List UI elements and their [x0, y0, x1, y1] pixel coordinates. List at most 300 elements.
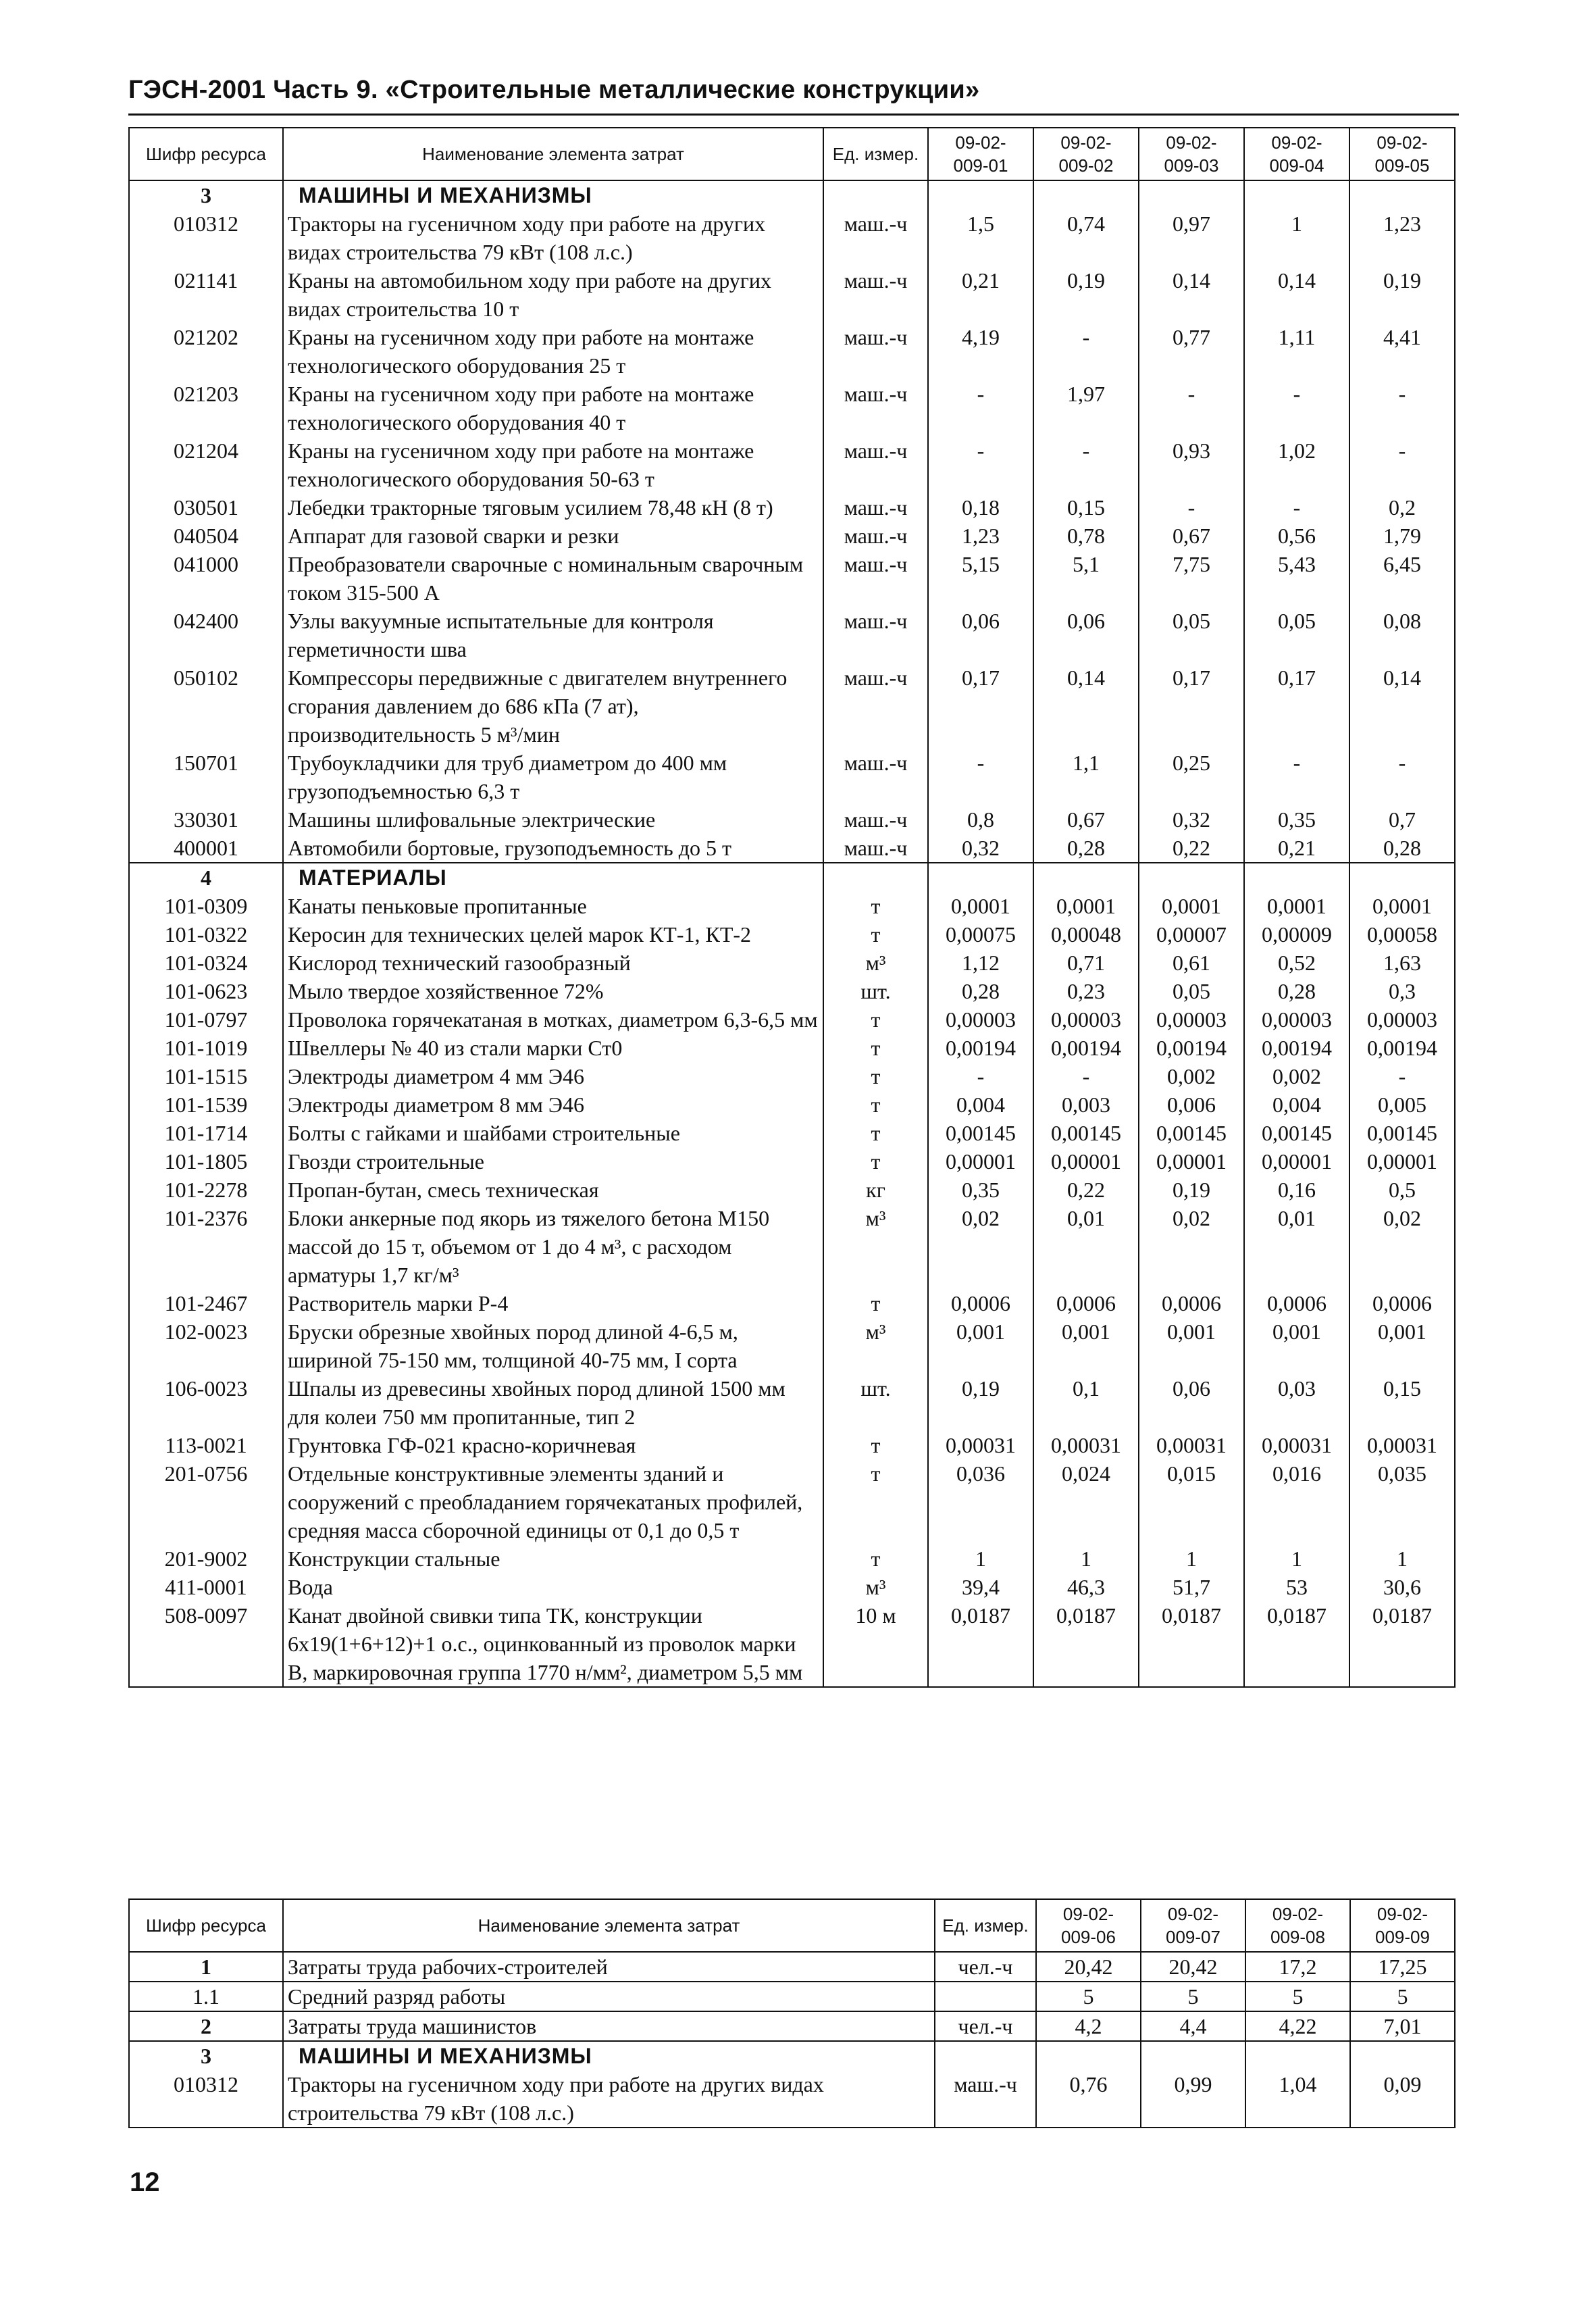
norm-value: [1036, 2041, 1141, 2070]
resource-unit: м³: [823, 1573, 928, 1601]
norm-value: 0,00031: [1244, 1431, 1349, 1459]
resource-code: 040504: [129, 522, 283, 550]
norm-value: 0,00001: [1033, 1147, 1139, 1176]
resource-unit: [935, 1982, 1036, 2011]
table-row: [129, 663, 1455, 749]
norm-value: 0,05: [1139, 607, 1244, 663]
resource-name: Машины шлифовальные электрические: [283, 805, 823, 834]
norm-value: 0,004: [1244, 1090, 1349, 1119]
resource-code: 101-0322: [129, 920, 283, 949]
col-header-name: Наименование элемента затрат: [283, 128, 823, 180]
norm-value: 0,004: [928, 1090, 1033, 1119]
resource-unit: кг: [823, 1176, 928, 1204]
norm-value: 0,19: [1349, 266, 1455, 323]
norm-value: 0,0006: [928, 1289, 1033, 1317]
table-row: [129, 1317, 1455, 1374]
resource-name: Пропан-бутан, смесь техническая: [283, 1176, 823, 1204]
norm-value: 0,00145: [928, 1119, 1033, 1147]
resource-unit: чел.-ч: [935, 1952, 1036, 1982]
norm-value: -: [1349, 749, 1455, 805]
norm-value: 0,005: [1349, 1090, 1455, 1119]
norm-value: 0,00001: [1139, 1147, 1244, 1176]
resource-code: 101-0623: [129, 977, 283, 1005]
section-title: МАТЕРИАЛЫ: [283, 863, 823, 892]
table-row: [129, 749, 1455, 805]
norm-value: 0,0001: [928, 892, 1033, 920]
norm-value: 0,0006: [1139, 1289, 1244, 1317]
norm-value: 0,19: [928, 1374, 1033, 1431]
norm-value: 53: [1244, 1573, 1349, 1601]
norm-value: 0,32: [928, 834, 1033, 863]
norm-value: 0,01: [1244, 1204, 1349, 1289]
resource-code: 101-1515: [129, 1062, 283, 1090]
norm-value: -: [1349, 1062, 1455, 1090]
resource-code: 101-1019: [129, 1034, 283, 1062]
norm-value: 0,0001: [1244, 892, 1349, 920]
resource-code: 106-0023: [129, 1374, 283, 1431]
table-row: [129, 380, 1455, 436]
resource-unit: т: [823, 1090, 928, 1119]
resource-unit: т: [823, 1459, 928, 1544]
col-header-09-02-009-05: 09-02- 009-05: [1349, 128, 1455, 180]
resource-unit: т: [823, 1034, 928, 1062]
resource-name: Керосин для технических целей марок КТ-1, КТ-2: [283, 920, 823, 949]
norm-value: 0,0187: [1244, 1601, 1349, 1687]
norm-value: 0,18: [928, 493, 1033, 522]
norm-value: 0,016: [1244, 1459, 1349, 1544]
table-row: [129, 1147, 1455, 1176]
table-row: [129, 834, 1455, 863]
norm-value: 20,42: [1141, 1952, 1245, 1982]
resource-code: 101-2376: [129, 1204, 283, 1289]
resource-table-2: [128, 1898, 1456, 2128]
empty-cell: [1139, 180, 1244, 209]
norm-value: 0,14: [1033, 663, 1139, 749]
resource-name: МАШИНЫ И МЕХАНИЗМЫ: [283, 2041, 935, 2070]
resource-code: 101-1805: [129, 1147, 283, 1176]
empty-cell: [1033, 180, 1139, 209]
norm-value: 0,001: [1033, 1317, 1139, 1374]
resource-code: 041000: [129, 550, 283, 607]
norm-value: 0,25: [1139, 749, 1244, 805]
empty-cell: [928, 863, 1033, 892]
norm-value: 39,4: [928, 1573, 1033, 1601]
resource-name: Узлы вакуумные испытательные для контроля герметичности шва: [283, 607, 823, 663]
col-header-09-02-009-02: 09-02- 009-02: [1033, 128, 1139, 180]
norm-value: 0,28: [928, 977, 1033, 1005]
norm-value: 0,14: [1139, 266, 1244, 323]
norm-value: 4,4: [1141, 2011, 1245, 2041]
norm-value: 0,02: [1349, 1204, 1455, 1289]
resource-unit: маш.-ч: [823, 323, 928, 380]
norm-value: 46,3: [1033, 1573, 1139, 1601]
norm-value: 1,02: [1244, 436, 1349, 493]
norm-value: 0,32: [1139, 805, 1244, 834]
resource-unit: маш.-ч: [823, 493, 928, 522]
norm-value: 0,00003: [1244, 1005, 1349, 1034]
norm-value: 0,00145: [1139, 1119, 1244, 1147]
table-row: [129, 1005, 1455, 1034]
resource-unit: маш.-ч: [823, 436, 928, 493]
table-row: [129, 522, 1455, 550]
norm-value: 0,0001: [1349, 892, 1455, 920]
norm-value: 0,036: [928, 1459, 1033, 1544]
table-2-header-row: [129, 1899, 1455, 1952]
table-1-body: [129, 180, 1455, 1687]
norm-value: -: [1244, 493, 1349, 522]
norm-value: 0,0187: [1139, 1601, 1244, 1687]
table-row: [129, 323, 1455, 380]
resource-code: 1: [129, 1952, 283, 1982]
norm-value: 0,23: [1033, 977, 1139, 1005]
empty-cell: [823, 863, 928, 892]
table-row: [129, 949, 1455, 977]
norm-value: 0,21: [1244, 834, 1349, 863]
table-row: [129, 1431, 1455, 1459]
norm-value: 0,15: [1349, 1374, 1455, 1431]
resource-name: Мыло твердое хозяйственное 72%: [283, 977, 823, 1005]
norm-value: 0,0187: [1033, 1601, 1139, 1687]
resource-unit: м³: [823, 1317, 928, 1374]
norm-value: -: [1244, 749, 1349, 805]
norm-value: 0,16: [1244, 1176, 1349, 1204]
norm-value: 0,0006: [1349, 1289, 1455, 1317]
norm-value: 0,02: [1139, 1204, 1244, 1289]
table-row: [129, 1459, 1455, 1544]
norm-value: 0,17: [1139, 663, 1244, 749]
resource-name: Шпалы из древесины хвойных пород длиной 1500 мм для колеи 750 мм пропитанные, тип 2: [283, 1374, 823, 1431]
empty-cell: [1349, 180, 1455, 209]
resource-code: 2: [129, 2011, 283, 2041]
section-number: 3: [129, 180, 283, 209]
norm-value: 0,00194: [1139, 1034, 1244, 1062]
table-row: [129, 1952, 1455, 1982]
norm-value: 0,00031: [1033, 1431, 1139, 1459]
resource-name: Преобразователи сварочные с номинальным сварочным током 315-500 А: [283, 550, 823, 607]
norm-value: 0,19: [1033, 266, 1139, 323]
resource-code: 3: [129, 2041, 283, 2070]
col-header-name: Наименование элемента затрат: [283, 1899, 935, 1952]
col-header-unit: Ед. измер.: [823, 128, 928, 180]
resource-name: Электроды диаметром 4 мм Э46: [283, 1062, 823, 1090]
resource-name: Растворитель марки Р-4: [283, 1289, 823, 1317]
col-header-09-02-009-09: 09-02- 009-09: [1350, 1899, 1455, 1952]
resource-name: Средний разряд работы: [283, 1982, 935, 2011]
norm-value: -: [928, 380, 1033, 436]
resource-unit: т: [823, 1431, 928, 1459]
norm-value: 1,23: [1349, 209, 1455, 266]
norm-value: 1: [1244, 1544, 1349, 1573]
resource-name: Гвозди строительные: [283, 1147, 823, 1176]
resource-code: 330301: [129, 805, 283, 834]
norm-value: 0,17: [928, 663, 1033, 749]
resource-name: Болты с гайками и шайбами строительные: [283, 1119, 823, 1147]
resource-name: Тракторы на гусеничном ходу при работе на других видах строительства 79 кВт (108 л.с.): [283, 209, 823, 266]
norm-value: -: [1139, 380, 1244, 436]
resource-code: 021204: [129, 436, 283, 493]
norm-value: 0,00001: [928, 1147, 1033, 1176]
resource-code: 411-0001: [129, 1573, 283, 1601]
resource-name: Бруски обрезные хвойных пород длиной 4-6,5 м, шириной 75-150 мм, толщиной 40-75 мм, I сорта: [283, 1317, 823, 1374]
norm-value: 0,21: [928, 266, 1033, 323]
resource-unit: маш.-ч: [823, 209, 928, 266]
resource-code: 010312: [129, 209, 283, 266]
table-row: [129, 1176, 1455, 1204]
norm-value: 0,1: [1033, 1374, 1139, 1431]
resource-code: 021203: [129, 380, 283, 436]
norm-value: 20,42: [1036, 1952, 1141, 1982]
norm-value: -: [1033, 1062, 1139, 1090]
norm-value: 0,19: [1139, 1176, 1244, 1204]
norm-value: 0,00075: [928, 920, 1033, 949]
norm-value: 0,78: [1033, 522, 1139, 550]
resource-unit: 10 м: [823, 1601, 928, 1687]
norm-value: [1245, 2041, 1350, 2070]
norm-value: 0,28: [1033, 834, 1139, 863]
resource-unit: маш.-ч: [823, 805, 928, 834]
norm-value: 0,00031: [1139, 1431, 1244, 1459]
col-header-09-02-009-06: 09-02- 009-06: [1036, 1899, 1141, 1952]
norm-value: [1350, 2041, 1455, 2070]
table-row: [129, 493, 1455, 522]
norm-value: 0,01: [1033, 1204, 1139, 1289]
resource-code: 030501: [129, 493, 283, 522]
norm-value: 0,001: [1349, 1317, 1455, 1374]
norm-value: 1,23: [928, 522, 1033, 550]
norm-value: 1: [928, 1544, 1033, 1573]
norm-value: 0,015: [1139, 1459, 1244, 1544]
resource-code: 021202: [129, 323, 283, 380]
page-number: 12: [130, 2167, 160, 2197]
norm-value: 0,15: [1033, 493, 1139, 522]
resource-name: Кислород технический газообразный: [283, 949, 823, 977]
norm-value: 0,0006: [1033, 1289, 1139, 1317]
resource-unit: т: [823, 1544, 928, 1573]
norm-value: 0,001: [1139, 1317, 1244, 1374]
norm-value: 0,56: [1244, 522, 1349, 550]
norm-value: 1,04: [1245, 2070, 1350, 2128]
resource-unit: маш.-ч: [823, 550, 928, 607]
norm-value: 0,28: [1349, 834, 1455, 863]
empty-cell: [1033, 863, 1139, 892]
norm-value: 0,0001: [1033, 892, 1139, 920]
table-1-header-row: [129, 128, 1455, 180]
resource-unit: т: [823, 920, 928, 949]
norm-value: 0,0187: [928, 1601, 1033, 1687]
table-row: [129, 1119, 1455, 1147]
section-row: [129, 863, 1455, 892]
resource-code: 201-9002: [129, 1544, 283, 1573]
norm-value: 4,22: [1245, 2011, 1350, 2041]
norm-value: 0,024: [1033, 1459, 1139, 1544]
norm-value: 1,11: [1244, 323, 1349, 380]
norm-value: 0,67: [1139, 522, 1244, 550]
norm-value: 0,71: [1033, 949, 1139, 977]
resource-unit: шт.: [823, 1374, 928, 1431]
table-row: [129, 977, 1455, 1005]
resource-code: 101-0324: [129, 949, 283, 977]
resource-name: Краны на автомобильном ходу при работе на других видах строительства 10 т: [283, 266, 823, 323]
norm-value: -: [1033, 436, 1139, 493]
table-row: [129, 1289, 1455, 1317]
norm-value: -: [1349, 436, 1455, 493]
resource-code: 021141: [129, 266, 283, 323]
norm-value: 1,12: [928, 949, 1033, 977]
resource-unit: т: [823, 1119, 928, 1147]
resource-name: Компрессоры передвижные с двигателем внутреннего сгорания давлением до 686 кПа (7 ат), производительность 5 м³/мин: [283, 663, 823, 749]
resource-code: 201-0756: [129, 1459, 283, 1544]
norm-value: [1141, 2041, 1245, 2070]
norm-value: 1: [1244, 209, 1349, 266]
norm-value: -: [1033, 323, 1139, 380]
norm-value: -: [1139, 493, 1244, 522]
resource-table-1: [128, 127, 1456, 1688]
norm-value: 0,00003: [1139, 1005, 1244, 1034]
header-rule: [128, 114, 1459, 116]
norm-value: 1,5: [928, 209, 1033, 266]
norm-value: 0,00058: [1349, 920, 1455, 949]
norm-value: 0,17: [1244, 663, 1349, 749]
resource-unit: т: [823, 1005, 928, 1034]
resource-unit: маш.-ч: [823, 380, 928, 436]
resource-name: Краны на гусеничном ходу при работе на монтаже технологического оборудования 50-63 т: [283, 436, 823, 493]
norm-value: 0,001: [928, 1317, 1033, 1374]
norm-value: 0,00001: [1244, 1147, 1349, 1176]
table-row: [129, 892, 1455, 920]
norm-value: 0,52: [1244, 949, 1349, 977]
table-row: [129, 2011, 1455, 2041]
table-row: [129, 2070, 1455, 2128]
resource-unit: маш.-ч: [823, 522, 928, 550]
resource-name: Канат двойной свивки типа ТК, конструкции 6х19(1+6+12)+1 о.с., оцинкованный из проволок марки В, маркировочная группа 1770 н/мм², диаметром 5,5 мм: [283, 1601, 823, 1687]
table-row: [129, 1374, 1455, 1431]
norm-value: 0,05: [1244, 607, 1349, 663]
section-row: [129, 180, 1455, 209]
norm-value: 1: [1033, 1544, 1139, 1573]
norm-value: 1,79: [1349, 522, 1455, 550]
resource-name: Затраты труда рабочих-строителей: [283, 1952, 935, 1982]
table-row: [129, 209, 1455, 266]
table-row: [129, 1034, 1455, 1062]
norm-value: 0,5: [1349, 1176, 1455, 1204]
empty-cell: [1349, 863, 1455, 892]
norm-value: 0,003: [1033, 1090, 1139, 1119]
norm-value: 0,0001: [1139, 892, 1244, 920]
norm-value: 0,14: [1349, 663, 1455, 749]
norm-value: 0,06: [1033, 607, 1139, 663]
page-header: ГЭСН-2001 Часть 9. «Строительные металлические конструкции»: [128, 76, 980, 104]
resource-unit: маш.-ч: [935, 2070, 1036, 2128]
norm-value: 0,002: [1244, 1062, 1349, 1090]
resource-unit: маш.-ч: [823, 266, 928, 323]
norm-value: 5: [1245, 1982, 1350, 2011]
norm-value: 0,00194: [1033, 1034, 1139, 1062]
norm-value: 4,19: [928, 323, 1033, 380]
section-row: [129, 2041, 1455, 2070]
norm-value: 51,7: [1139, 1573, 1244, 1601]
resource-code: 042400: [129, 607, 283, 663]
norm-value: 17,2: [1245, 1952, 1350, 1982]
norm-value: 0,02: [928, 1204, 1033, 1289]
norm-value: 0,0187: [1349, 1601, 1455, 1687]
resource-code: 010312: [129, 2070, 283, 2128]
resource-unit: маш.-ч: [823, 834, 928, 863]
norm-value: 0,35: [928, 1176, 1033, 1204]
resource-unit: т: [823, 1062, 928, 1090]
resource-code: 101-1714: [129, 1119, 283, 1147]
resource-name: Конструкции стальные: [283, 1544, 823, 1573]
norm-value: 0,22: [1139, 834, 1244, 863]
norm-value: 0,8: [928, 805, 1033, 834]
table-row: [129, 1204, 1455, 1289]
resource-unit: маш.-ч: [823, 749, 928, 805]
norm-value: -: [928, 1062, 1033, 1090]
col-header-09-02-009-01: 09-02- 009-01: [928, 128, 1033, 180]
norm-value: 0,05: [1139, 977, 1244, 1005]
table-2-body: [129, 1952, 1455, 2128]
norm-value: 0,09: [1350, 2070, 1455, 2128]
norm-value: 30,6: [1349, 1573, 1455, 1601]
table-row: [129, 1601, 1455, 1687]
resource-unit: м³: [823, 1204, 928, 1289]
norm-value: 0,28: [1244, 977, 1349, 1005]
norm-value: 0,06: [1139, 1374, 1244, 1431]
resource-unit: маш.-ч: [823, 607, 928, 663]
col-header-unit: Ед. измер.: [935, 1899, 1036, 1952]
resource-name: Аппарат для газовой сварки и резки: [283, 522, 823, 550]
resource-name: Автомобили бортовые, грузоподъемность до 5 т: [283, 834, 823, 863]
resource-name: Тракторы на гусеничном ходу при работе на других видах строительства 79 кВт (108 л.с.): [283, 2070, 935, 2128]
resource-unit: м³: [823, 949, 928, 977]
section-number: 4: [129, 863, 283, 892]
resource-name: Лебедки тракторные тяговым усилием 78,48 кН (8 т): [283, 493, 823, 522]
resource-unit: шт.: [823, 977, 928, 1005]
norm-value: 0,00145: [1244, 1119, 1349, 1147]
table-row: [129, 436, 1455, 493]
resource-name: Краны на гусеничном ходу при работе на монтаже технологического оборудования 40 т: [283, 380, 823, 436]
norm-value: -: [1349, 380, 1455, 436]
norm-value: 0,001: [1244, 1317, 1349, 1374]
resource-code: 101-1539: [129, 1090, 283, 1119]
norm-value: 1: [1139, 1544, 1244, 1573]
norm-value: 0,7: [1349, 805, 1455, 834]
norm-value: 1,97: [1033, 380, 1139, 436]
resource-code: 101-0309: [129, 892, 283, 920]
norm-value: 0,08: [1349, 607, 1455, 663]
col-header-code: Шифр ресурса: [129, 128, 283, 180]
norm-value: 4,2: [1036, 2011, 1141, 2041]
norm-value: 0,97: [1139, 209, 1244, 266]
resource-unit: чел.-ч: [935, 2011, 1036, 2041]
norm-value: 0,00001: [1349, 1147, 1455, 1176]
norm-value: 0,03: [1244, 1374, 1349, 1431]
table-row: [129, 1573, 1455, 1601]
norm-value: 5,15: [928, 550, 1033, 607]
table-row: [129, 607, 1455, 663]
norm-value: -: [928, 749, 1033, 805]
norm-value: 7,75: [1139, 550, 1244, 607]
col-header-code: Шифр ресурса: [129, 1899, 283, 1952]
norm-value: 1,63: [1349, 949, 1455, 977]
resource-unit: маш.-ч: [823, 663, 928, 749]
norm-value: 0,00003: [928, 1005, 1033, 1034]
norm-value: 0,00048: [1033, 920, 1139, 949]
norm-value: 0,3: [1349, 977, 1455, 1005]
resource-name: Отдельные конструктивные элементы зданий и сооружений с преобладанием горячекатаных профилей, средняя масса сборочной единицы от 0,1 до 0,5 т: [283, 1459, 823, 1544]
norm-value: 0,00194: [928, 1034, 1033, 1062]
resource-code: 102-0023: [129, 1317, 283, 1374]
col-header-09-02-009-07: 09-02- 009-07: [1141, 1899, 1245, 1952]
